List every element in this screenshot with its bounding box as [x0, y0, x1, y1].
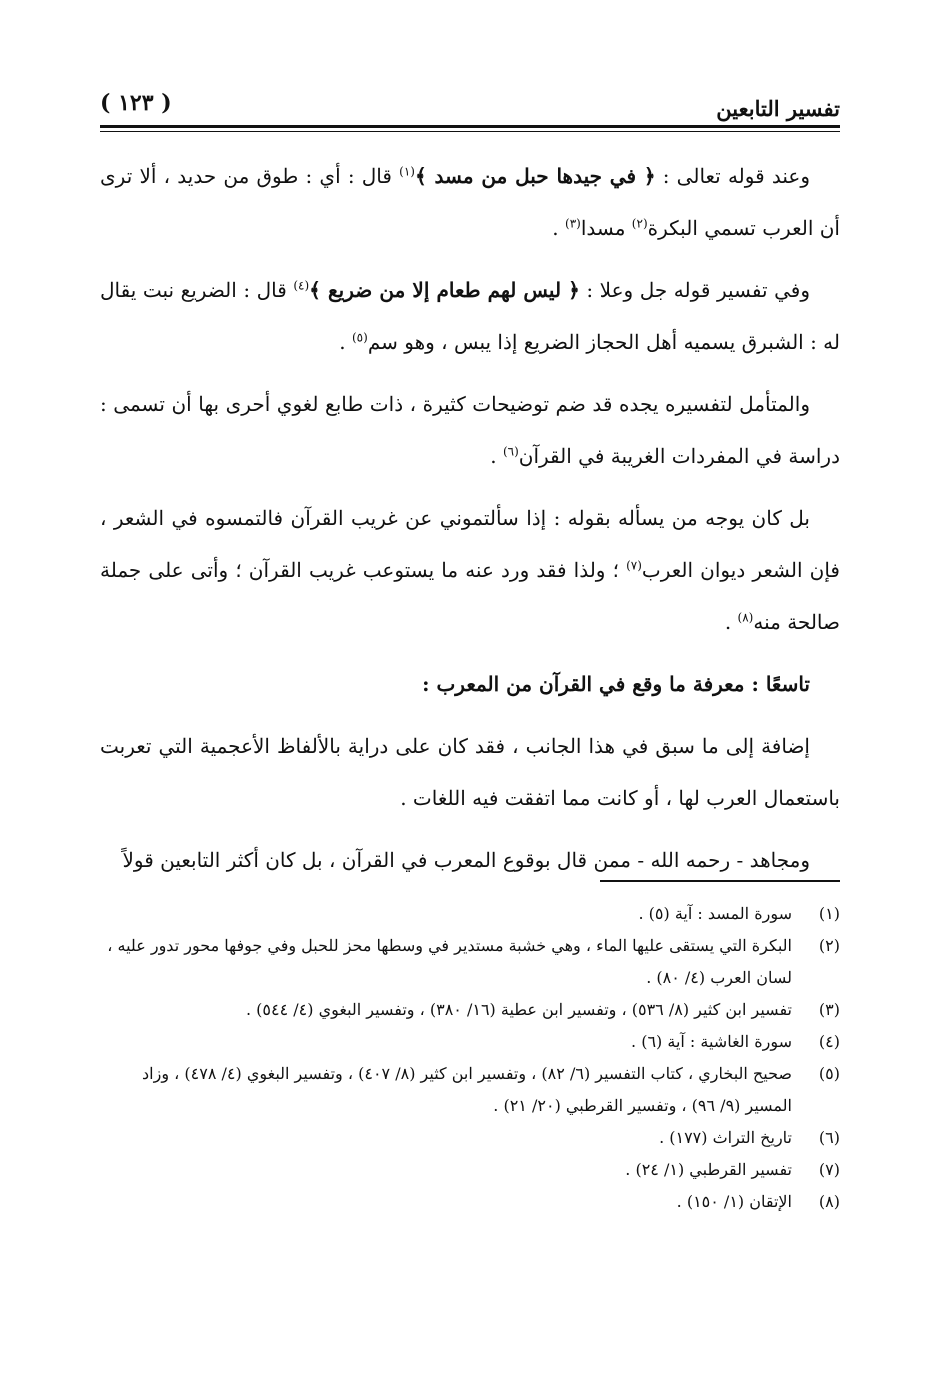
footnote-number: (٧) [818, 1160, 840, 1179]
paragraph-1 [100, 150, 840, 254]
running-title: تفسير التابعين [716, 96, 840, 121]
footnote-number: (٣) [818, 1000, 840, 1019]
footnote-2 [100, 930, 840, 994]
footnote-number: (٤) [818, 1032, 840, 1051]
footnote-number: (٦) [818, 1128, 840, 1147]
footnote-text: صحيح البخاري ، كتاب التفسير (٦/ ٨٢) ، وتفسير ابن كثير (٨/ ٤٠٧) ، وتفسير البغوي (٤/ ٤٧٨) ، وزاد المسير (٩/ ٩٦) ، وتفسير القرطبي (٢٠/ ٢١) . [142, 1064, 792, 1115]
footnote-3 [100, 994, 840, 1026]
footnote-6 [100, 1122, 840, 1154]
paragraph-4 [100, 492, 840, 648]
text-run: والمتأمل لتفسيره يجده قد ضم توضيحات كثيرة ، ذات طابع لغوي أحرى بها أن تسمى : دراسة في المفردات الغريبة في القرآن [100, 392, 840, 468]
footnote-4 [100, 1026, 840, 1058]
footnotes [100, 898, 840, 1218]
section-heading: تاسعًا : معرفة ما وقع في القرآن من المعرب : [422, 672, 810, 696]
footnote-number: (٥) [818, 1064, 840, 1083]
footnote-text: تاريخ التراث (١٧٧) . [659, 1128, 792, 1147]
text-run: . [339, 330, 352, 354]
footnote-8 [100, 1186, 840, 1218]
text-run: ومجاهد - رحمه الله - ممن قال بوقوع المعرب في القرآن ، بل كان أكثر التابعين قولاً [122, 848, 810, 872]
footnote-text: تفسير القرطبي (١/ ٢٤) . [625, 1160, 792, 1179]
footnote-reference: (٨) [737, 610, 754, 625]
paragraph-3 [100, 378, 840, 482]
text-run: وفي تفسير قوله جل وعلا : [579, 278, 810, 302]
footnote-text: تفسير ابن كثير (٨/ ٥٣٦) ، وتفسير ابن عطية (١٦/ ٣٨٠) ، وتفسير البغوي (٤/ ٥٤٤) . [245, 1000, 792, 1019]
paragraph-6 [100, 834, 840, 886]
paragraph-5 [100, 720, 840, 824]
footnote-text: سورة المسد : آية (٥) . [638, 904, 792, 923]
footnote-text: سورة الغاشية : آية (٦) . [631, 1032, 792, 1051]
text-run: مسدا [580, 216, 632, 240]
text-run: . [552, 216, 565, 240]
text-run: . [724, 610, 738, 634]
footnote-separator [600, 880, 840, 882]
footnote-number: (٨) [818, 1192, 840, 1211]
footnote-1 [100, 898, 840, 930]
page-header [100, 84, 840, 124]
footnote-5 [100, 1058, 840, 1122]
text-run: بل كان يوجه من يسأله بقوله : إذا سألتموني عن غريب القرآن فالتمسوه في الشعر ، فإن الشعر ديوان العرب [100, 506, 840, 582]
footnote-reference: (١) [399, 164, 415, 179]
footnote-reference: (٦) [502, 444, 519, 459]
paragraph-2 [100, 264, 840, 368]
footnote-number: (١) [818, 904, 840, 923]
text-run: قال : أي : طوق من حديد ، ألا ترى أن العرب تسمي البكرة [100, 164, 840, 240]
page-number: ( ١٢٣ ) [100, 90, 172, 116]
text-run: قال : الضريع نبت يقال له : الشبرق يسميه أهل الحجاز الضريع إذا يبس ، وهو سم [100, 278, 840, 354]
footnote-reference: (٥) [351, 330, 368, 345]
quran-verse: ﴿ في جيدها حبل من مسد ﴾ [414, 164, 656, 188]
footnote-reference: (٣) [565, 216, 581, 231]
footnote-text: البكرة التي يستقى عليها الماء ، وهي خشبة مستدير في وسطها محز للحبل وفي جوفها محور تدور عليه ، لسان العرب (٤/ ٨٠) . [107, 936, 792, 987]
header-rule-thin [100, 131, 840, 132]
quran-verse: ﴿ ليس لهم طعام إلا من ضريع ﴾ [309, 278, 580, 302]
footnote-reference: (٢) [631, 216, 648, 231]
text-run: وعند قوله تعالى : [655, 164, 810, 188]
header-rule-thick [100, 125, 840, 128]
footnote-number: (٢) [818, 936, 840, 955]
footnote-7 [100, 1154, 840, 1186]
text-run: إضافة إلى ما سبق في هذا الجانب ، فقد كان على دراية بالألفاظ الأعجمية التي تعربت باستعمال العرب لها ، أو كانت مما اتفقت فيه اللغات . [100, 734, 840, 810]
footnote-reference: (٤) [293, 278, 310, 293]
main-text [100, 150, 840, 896]
footnote-reference: (٧) [626, 558, 642, 573]
text-run: ؛ ولذا فقد ورد عنه ما يستوعب غريب القرآن ؛ وأتى على جملة صالحة منه [100, 558, 840, 634]
footnote-text: الإتقان (١/ ١٥٠) . [676, 1192, 792, 1211]
text-run: . [490, 444, 503, 468]
